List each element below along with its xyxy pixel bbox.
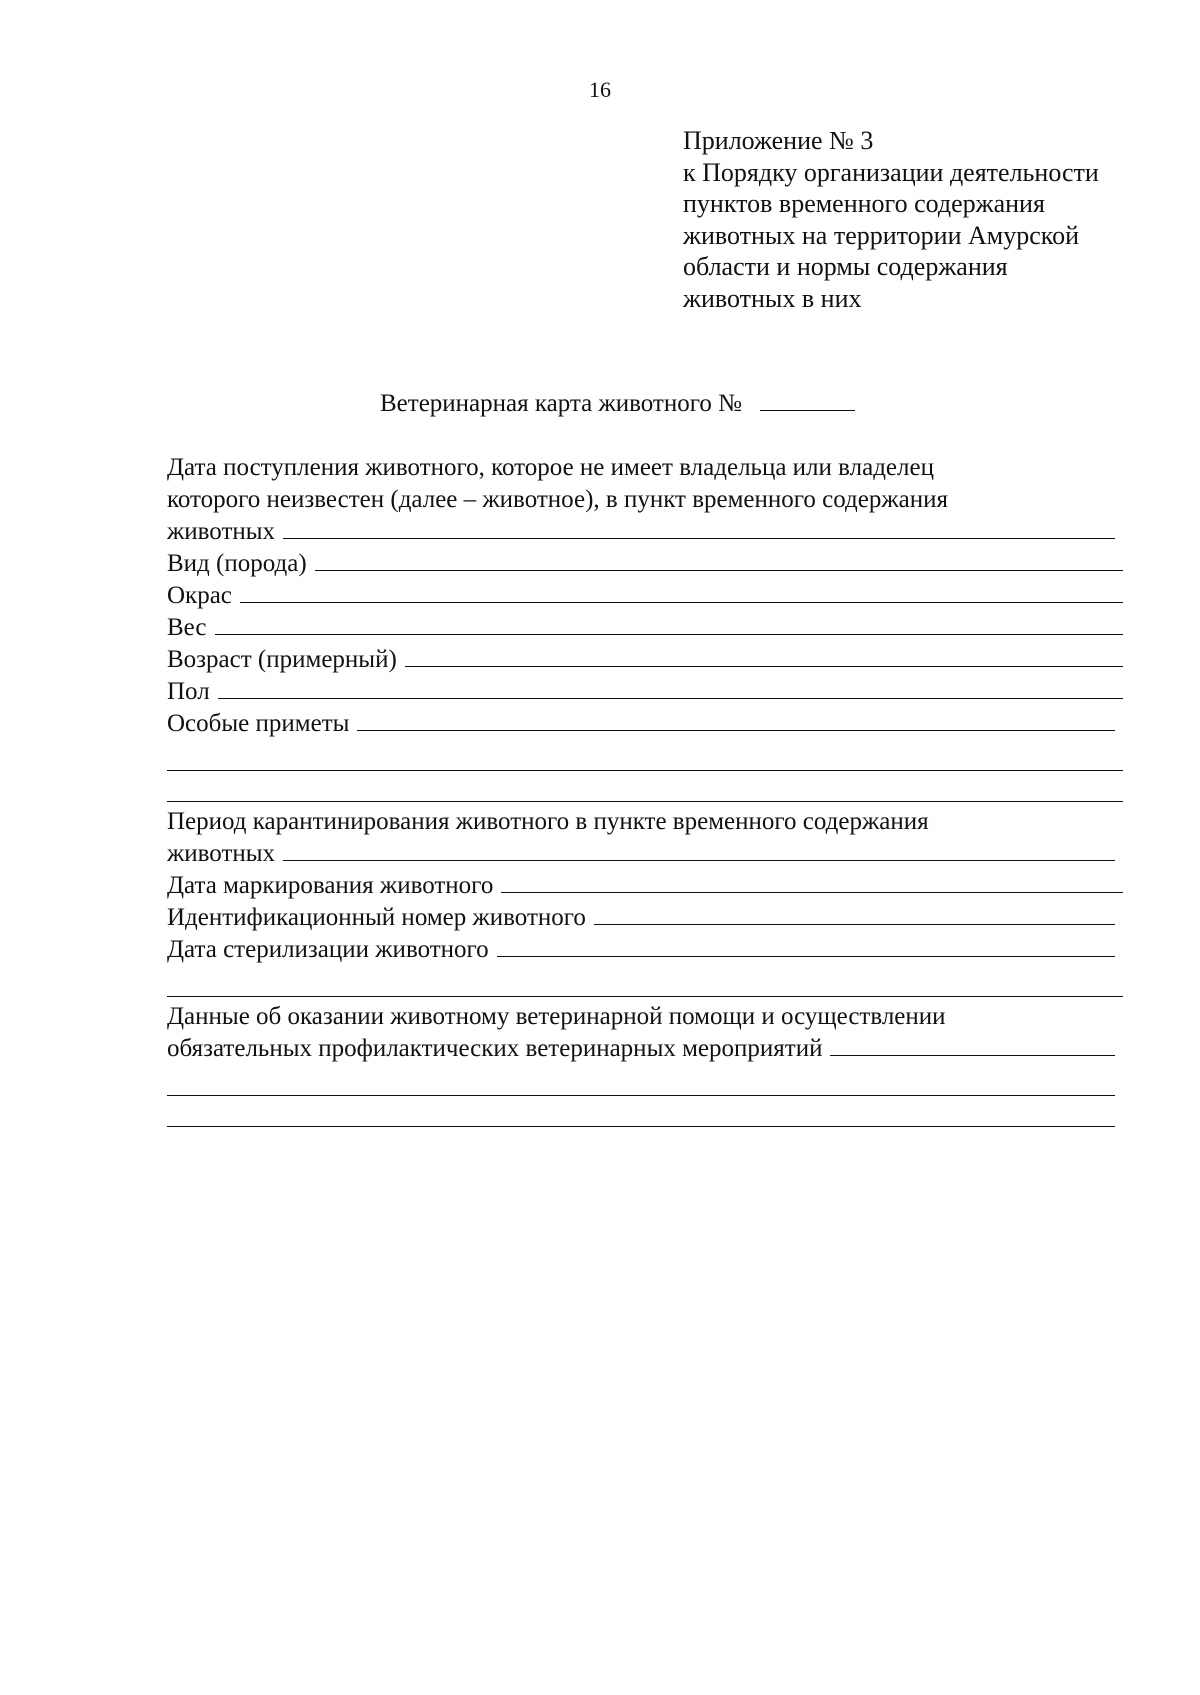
special-marks-field[interactable]: [357, 708, 1115, 731]
vet-care-intro: [167, 1001, 1123, 1033]
vet-care-line: Данные об оказании животному ветеринарной помощи и осуществлении: [167, 1003, 946, 1030]
intake-date-intro: [167, 452, 1123, 516]
quarantine-row: [167, 838, 1123, 870]
special-marks-extra-line[interactable]: [167, 771, 1123, 802]
id-number-label: Идентификационный номер животного: [167, 904, 586, 931]
weight-label: Вес: [167, 614, 207, 641]
page-number: 16: [589, 77, 611, 102]
breed-row: [167, 548, 1123, 580]
sex-field[interactable]: [218, 676, 1123, 699]
card-title: [380, 388, 855, 420]
appendix-line: животных в них: [683, 283, 862, 313]
vet-care-field[interactable]: [830, 1033, 1115, 1056]
card-title-text: Ветеринарная карта животного №: [380, 390, 742, 417]
vet-care-label: обязательных профилактических ветеринарных мероприятий: [167, 1035, 823, 1062]
vet-care-extra-line[interactable]: [167, 1065, 1115, 1096]
appendix-line: Приложение № 3: [683, 126, 874, 155]
breed-field[interactable]: [315, 548, 1123, 571]
intro-line: Дата поступления животного, которое не имеет владельца или владелец: [167, 454, 934, 481]
sterilization-date-field[interactable]: [497, 934, 1115, 957]
weight-row: [167, 612, 1123, 644]
quarantine-label: животных: [167, 840, 276, 867]
sterilization-date-row: [167, 934, 1123, 966]
sterilization-extra-line[interactable]: [167, 966, 1123, 997]
color-row: [167, 580, 1123, 612]
quarantine-field[interactable]: [283, 838, 1115, 861]
vet-care-row: [167, 1033, 1123, 1065]
appendix-header: [683, 125, 1183, 314]
marking-date-field[interactable]: [501, 870, 1123, 893]
age-row: [167, 644, 1123, 676]
color-field[interactable]: [240, 580, 1123, 603]
vet-care-extra-line[interactable]: [167, 1096, 1115, 1127]
appendix-line: области и нормы содержания: [683, 252, 1008, 281]
sex-row: [167, 676, 1123, 708]
veterinary-card-form: [167, 452, 1123, 1127]
appendix-line: животных на территории Амурской: [683, 220, 1079, 250]
special-marks-row: [167, 708, 1123, 740]
quarantine-intro: [167, 806, 1123, 838]
weight-field[interactable]: [215, 612, 1124, 635]
marking-date-label: Дата маркирования животного: [167, 872, 494, 899]
intake-date-row: [167, 516, 1123, 548]
special-marks-label: Особые приметы: [167, 710, 350, 737]
sex-label: Пол: [167, 678, 210, 705]
id-number-row: [167, 902, 1123, 934]
breed-label: Вид (порода): [167, 550, 307, 577]
intake-date-field[interactable]: [283, 516, 1115, 539]
age-label: Возраст (примерный): [167, 646, 397, 673]
appendix-line: к Порядку организации деятельности: [683, 157, 1099, 187]
intro-line: которого неизвестен (далее – животное), в пункт временного содержания: [167, 486, 948, 513]
age-field[interactable]: [405, 644, 1123, 667]
sterilization-date-label: Дата стерилизации животного: [167, 936, 489, 963]
special-marks-extra-line[interactable]: [167, 740, 1123, 771]
quarantine-line: Период карантинирования животного в пункте временного содержания: [167, 808, 929, 835]
marking-date-row: [167, 870, 1123, 902]
appendix-line: пунктов временного содержания: [683, 189, 1045, 218]
id-number-field[interactable]: [594, 902, 1115, 925]
intake-date-label: животных: [167, 518, 276, 545]
card-number-field[interactable]: [760, 388, 855, 411]
color-label: Окрас: [167, 582, 232, 609]
